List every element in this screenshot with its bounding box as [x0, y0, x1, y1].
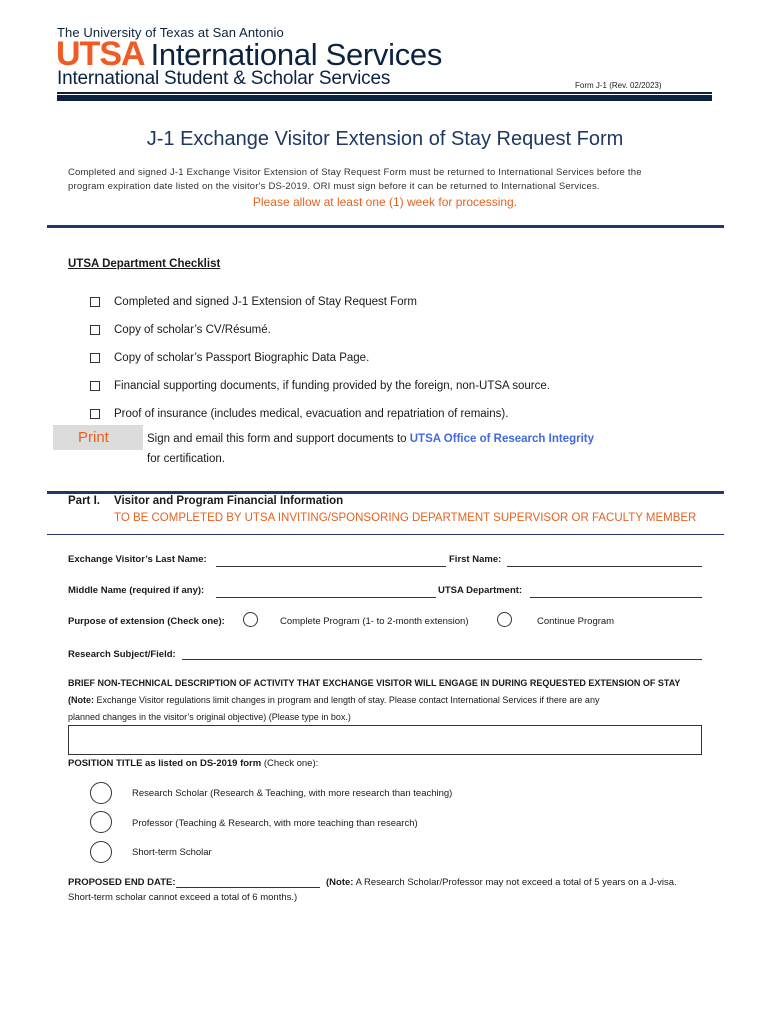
header-rule [57, 92, 712, 94]
purpose-label: Purpose of extension (Check one): [68, 616, 225, 627]
complete-program-radio[interactable] [243, 612, 258, 627]
ori-link[interactable]: UTSA Office of Research Integrity [409, 433, 594, 445]
brief-description-note [68, 692, 708, 726]
brief-description-heading: BRIEF NON-TECHNICAL DESCRIPTION OF ACTIVITY THAT EXCHANGE VISITOR WILL ENGAGE IN DURING REQUESTED EXTENSION OF STAY [68, 678, 681, 688]
middle-name-field[interactable] [216, 597, 436, 598]
research-subject-label: Research Subject/Field: [68, 649, 176, 660]
checkbox-icon[interactable] [90, 353, 100, 363]
research-scholar-radio[interactable] [90, 782, 112, 804]
checklist [90, 288, 550, 428]
note-text: Exchange Visitor regulations limit changes in program and length of stay. Please contact International Services if there are any [94, 695, 600, 705]
checklist-item [90, 400, 550, 428]
end-date-label: PROPOSED END DATE: [68, 877, 176, 888]
professor-label: Professor (Teaching & Research, with more teaching than research) [132, 818, 418, 829]
note-prefix: (Note: [68, 695, 94, 705]
end-date-field[interactable] [176, 887, 320, 888]
checkbox-icon[interactable] [90, 297, 100, 307]
section-divider [47, 491, 724, 494]
short-term-scholar-radio[interactable] [90, 841, 112, 863]
intro-line-2: program expiration date listed on the visitor's DS-2019. ORI must sign before it can be returned to International Services. [68, 181, 600, 192]
checkbox-icon[interactable] [90, 409, 100, 419]
checklist-item-label: Copy of scholar’s Passport Biographic Data Page. [114, 352, 370, 364]
processing-notice: Please allow at least one (1) week for processing. [252, 195, 518, 209]
checklist-item-label: Financial supporting documents, if funding provided by the foreign, non-UTSA source. [114, 380, 550, 392]
note-text-2: planned changes in the visitor’s original objective) (Please type in box.) [68, 712, 351, 722]
checklist-item [90, 316, 550, 344]
checklist-item [90, 344, 550, 372]
utsa-wordmark: UTSA [56, 35, 145, 73]
checklist-item-label: Completed and signed J-1 Extension of Stay Request Form [114, 296, 417, 308]
university-name: The University of Texas at San Antonio [57, 25, 284, 40]
instructions-text: Sign and email this form and support documents to [147, 433, 410, 445]
professor-radio[interactable] [90, 811, 112, 833]
position-title-label [68, 758, 318, 769]
description-textbox[interactable] [68, 725, 702, 755]
checklist-item-label: Copy of scholar’s CV/Résumé. [114, 324, 271, 336]
utsa-logo [56, 37, 442, 72]
part-label: Part I. [68, 495, 100, 507]
end-note-text: A Research Scholar/Professor may not exceed a total of 5 years on a J-visa. [353, 877, 677, 888]
part-subtitle: TO BE COMPLETED BY UTSA INVITING/SPONSORING DEPARTMENT SUPERVISOR OR FACULTY MEMBER [114, 512, 697, 524]
research-scholar-label: Research Scholar (Research & Teaching, with more research than teaching) [132, 788, 453, 799]
end-note-prefix: (Note: [326, 877, 354, 888]
last-name-label: Exchange Visitor’s Last Name: [68, 554, 207, 565]
continue-program-radio[interactable] [497, 612, 512, 627]
first-name-field[interactable] [507, 566, 702, 567]
instructions-text-end: for certification. [147, 453, 225, 465]
checkbox-icon[interactable] [90, 325, 100, 335]
checklist-heading: UTSA Department Checklist [68, 258, 221, 270]
department-label: UTSA Department: [438, 585, 523, 596]
last-name-field[interactable] [216, 566, 446, 567]
form-title: J-1 Exchange Visitor Extension of Stay Request Form [146, 128, 624, 150]
intro-line-1: Completed and signed J-1 Exchange Visitor Extension of Stay Request Form must be returned to International Services before the [68, 167, 642, 178]
submission-instructions [147, 429, 687, 469]
header-bar [57, 95, 712, 101]
continue-program-label: Continue Program [537, 616, 615, 627]
checklist-item-label: Proof of insurance (includes medical, evacuation and repatriation of remains). [114, 408, 509, 420]
section-divider [47, 225, 724, 228]
position-title-bold: POSITION TITLE as listed on DS-2019 form [68, 758, 262, 769]
section-divider-thin [47, 534, 724, 535]
print-button[interactable]: Print [53, 425, 143, 450]
end-date-note [326, 877, 677, 888]
checklist-item [90, 288, 550, 316]
intro-text [68, 166, 708, 194]
middle-name-label: Middle Name (required if any): [68, 585, 205, 596]
short-term-scholar-label: Short-term Scholar [132, 847, 212, 858]
checkbox-icon[interactable] [90, 381, 100, 391]
research-subject-field[interactable] [182, 659, 702, 660]
complete-program-label: Complete Program (1- to 2-month extension) [280, 616, 469, 627]
checklist-item [90, 372, 550, 400]
position-title-rest: (Check one): [261, 758, 319, 769]
department-field[interactable] [530, 597, 702, 598]
first-name-label: First Name: [449, 554, 502, 565]
office-subtitle: International Student & Scholar Services [57, 68, 391, 89]
part-title: Visitor and Program Financial Information [114, 495, 344, 507]
office-name: International Services [150, 37, 443, 72]
end-date-note-2: Short-term scholar cannot exceed a total of 6 months.) [68, 892, 298, 903]
form-id: Form J-1 (Rev. 02/2023) [575, 81, 662, 90]
